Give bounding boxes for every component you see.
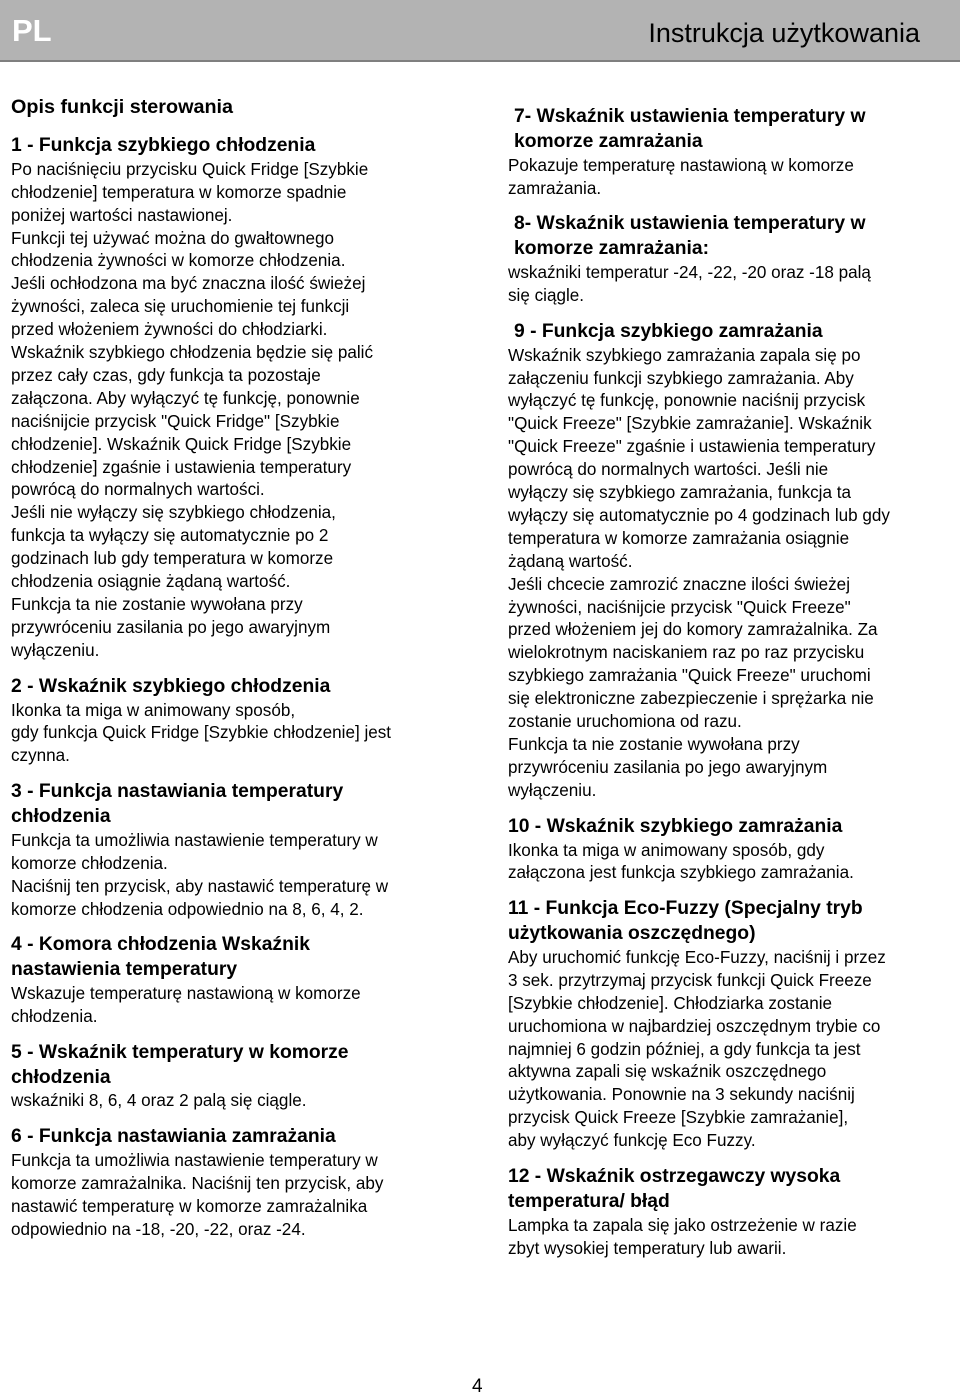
section-10	[508, 815, 953, 886]
section-body: Po naciśnięciu przycisku Quick Fridge [Szybkie chłodzenie] temperatura w komorze spadnie poniżej wartości nastawionej. Funkcji tej używać można do gwałtownego chłodzenia żywności w komorze chłodzenia. Jeśli ochłodzona ma być znaczna ilość świeżej żywności, zaleca się uruchomienie tej funkcji przed włożeniem żywności do chłodziarki. Wskaźnik szybkiego chłodzenia będzie się palić przez cały czas, gdy funkcja ta pozostaje załączona. Aby wyłączyć tę funkcję, ponownie naciśnijcie przycisk "Quick Fridge" [Szybkie chłodzenie]. Wskaźnik Quick Fridge [Szybkie chłodzenie] zgaśnie i ustawienia temperatury powrócą do normalnych wartości. Jeśli nie wyłączy się szybkiego chłodzenia, funkcja ta wyłączy się automatycznie po 2 godzinach lub gdy temperatura w komorze chłodzenia osiągnie żądaną wartość. Funkcja ta nie zostanie wywołana przy przywróceniu zasilania po jego awaryjnym wyłączeniu.	[11, 159, 373, 660]
section-body: Ikonka ta miga w animowany sposób, gdy załączona jest funkcja szybkiego zamrażania.	[508, 840, 854, 883]
section-title: 7- Wskaźnik ustawienia temperatury w komorze zamrażania	[514, 106, 866, 152]
page-header	[0, 0, 960, 62]
section-12	[508, 1165, 953, 1260]
right-column	[508, 105, 953, 1273]
section-body: Funkcja ta umożliwia nastawienie temperatury w komorze zamrażalnika. Naciśnij ten przycisk, aby nastawić temperaturę w komorze zamrażalnika odpowiednio na -18, -20, -22, oraz -24.	[11, 1151, 384, 1239]
section-title: 1 - Funkcja szybkiego chłodzenia	[11, 135, 316, 156]
section-heading: Opis funkcji sterowania	[11, 96, 234, 118]
section-6	[11, 1125, 451, 1241]
section-body: Aby uruchomić funkcję Eco-Fuzzy, naciśnij i przez 3 sek. przytrzymaj przycisk funkcji Quick Freeze [Szybkie chłodzenie]. Chłodziarka zostanie uruchomiona w najbardziej oszczędnym trybie co najmniej 6 godzin później, a gdy funkcja ta jest aktywna zapali się wskaźnik oszczędnego użytkowania. Ponownie na 3 sekundy naciśnij przycisk Quick Freeze [Szybkie zamrażanie], aby wyłączyć funkcję Eco Fuzzy.	[508, 947, 886, 1151]
left-column	[11, 95, 451, 1254]
section-title: 10 - Wskaźnik szybkiego zamrażania	[508, 815, 843, 837]
section-title: 8- Wskaźnik ustawienia temperatury w komorze zamrażania:	[514, 213, 866, 260]
section-1	[11, 134, 451, 663]
language-code: PL	[12, 13, 52, 48]
section-9	[508, 320, 953, 803]
section-body: Wskaźnik szybkiego zamrażania zapala się po załączeniu funkcji szybkiego zamrażania. Aby wyłączyć tę funkcję, ponownie naciśnij przycisk "Quick Freeze" [Szybkie zamrażanie]. Wskaźnik "Quick Freeze" zgaśnie i ustawienia temperatury powrócą do normalnych wartości. Jeśli nie wyłączy się szybkiego zamrażania, funkcja ta wyłączy się automatycznie po 4 godzinach lub gdy temperatura w komorze zamrażania osiągnie żądaną wartość. Jeśli chcecie zamrozić znaczne ilości świeżej żywności, naciśnijcie przycisk "Quick Freeze" przed włożeniem jej do komory zamrażalnika. Za wielokrotnym naciskaniem raz po raz przycisku szybkiego zamrażania "Quick Freeze" uruchomi się elektroniczne zabezpieczenie i sprężarka nie zostanie uruchomiona od razu. Funkcja ta nie zostanie wywołana przy przywróceniu zasilania po jego awaryjnym wyłączeniu.	[508, 345, 890, 800]
page-number: 4	[472, 1376, 483, 1397]
section-7	[508, 105, 953, 200]
section-body: Pokazuje temperaturę nastawioną w komorze zamrażania.	[508, 155, 854, 198]
section-body: Lampka ta zapala się jako ostrzeżenie w razie zbyt wysokiej temperatury lub awarii.	[508, 1215, 857, 1258]
section-2	[11, 675, 451, 769]
section-title: 2 - Wskaźnik szybkiego chłodzenia	[11, 675, 331, 697]
section-body: wskaźniki 8, 6, 4 oraz 2 palą się ciągle.	[11, 1091, 307, 1111]
section-title: 3 - Funkcja nastawiania temperatury chłodzenia	[11, 781, 344, 828]
section-11	[508, 897, 953, 1153]
section-3	[11, 780, 451, 921]
section-body: Funkcja ta umożliwia nastawienie temperatury w komorze chłodzenia. Naciśnij ten przycisk, aby nastawić temperaturę w komorze chłodzenia odpowiednio na 8, 6, 4, 2.	[11, 830, 389, 919]
section-body: Ikonka ta miga w animowany sposób, gdy funkcja Quick Fridge [Szybkie chłodzenie] jest czynna.	[11, 700, 392, 766]
section-title: 9 - Funkcja szybkiego zamrażania	[514, 320, 823, 342]
section-5	[11, 1041, 451, 1114]
section-body: Wskazuje temperaturę nastawioną w komorze chłodzenia.	[11, 984, 361, 1026]
section-title: 4 - Komora chłodzenia Wskaźnik nastawienia temperatury	[11, 934, 310, 981]
section-4	[11, 933, 451, 1028]
section-title: 11 - Funkcja Eco-Fuzzy (Specjalny tryb użytkowania oszczędnego)	[508, 898, 863, 945]
section-8	[508, 212, 953, 307]
section-body: wskaźniki temperatur -24, -22, -20 oraz -18 palą się ciągle.	[508, 263, 871, 305]
document-title: Instrukcja użytkowania	[648, 18, 920, 48]
section-title: 5 - Wskaźnik temperatury w komorze chłodzenia	[11, 1041, 349, 1088]
section-title: 6 - Funkcja nastawiania zamrażania	[11, 1126, 336, 1148]
section-title: 12 - Wskaźnik ostrzegawczy wysoka temperatura/ błąd	[508, 1166, 841, 1212]
